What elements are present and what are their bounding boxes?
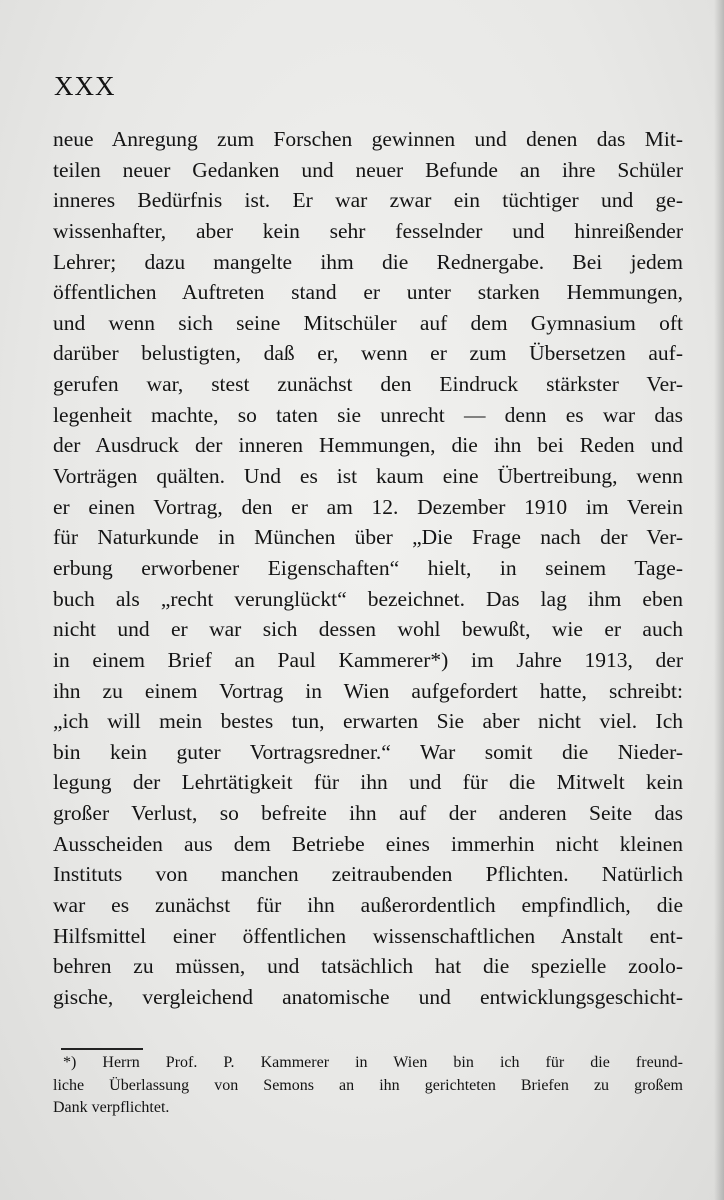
text-line: bin kein guter Vortragsredner.“ War somit die Nieder- — [53, 739, 683, 764]
body-text — [53, 124, 683, 1013]
text-line: Ausscheiden aus dem Betriebe eines immerhin nicht kleinen — [53, 831, 683, 856]
text-line: neue Anregung zum Forschen gewinnen und denen das Mit- — [53, 127, 683, 151]
text-line: war es zunächst für ihn außerordentlich empfindlich, die — [53, 893, 683, 918]
text-line: für Naturkunde in München über „Die Frage nach der Ver- — [53, 525, 683, 550]
text-line: legung der Lehrtätigkeit für ihn und für die Mitwelt kein — [53, 770, 683, 795]
text-line: ihn zu einem Vortrag in Wien aufgefordert hatte, schreibt: — [53, 678, 683, 703]
text-line: in einem Brief an Paul Kammerer*) im Jahre 1913, der — [53, 647, 683, 672]
footnote-line: liche Überlassung von Semons an ihn gerichteten Briefen zu großem — [53, 1076, 683, 1094]
text-line: großer Verlust, so befreite ihn auf der anderen Seite das — [53, 801, 683, 826]
page-edge-shadow — [714, 0, 724, 1200]
text-line: teilen neuer Gedanken und neuer Befunde an ihre Schüler — [53, 157, 683, 182]
text-line: gerufen war, stest zunächst den Eindruck stärkster Ver- — [53, 372, 683, 397]
text-line: und wenn sich seine Mitschüler auf dem Gymnasium oft — [53, 310, 683, 335]
text-line: Lehrer; dazu mangelte ihm die Rednergabe. Bei jedem — [53, 249, 683, 274]
text-line: wissenhafter, aber kein sehr fesselnder und hinreißender — [53, 218, 683, 243]
text-line: Hilfsmittel einer öffentlichen wissenschaftlichen Anstalt ent- — [53, 923, 683, 948]
footnote-divider — [61, 1048, 143, 1050]
text-line: gische, vergleichend anatomische und entwicklungsgeschicht- — [53, 984, 683, 1009]
page-number: XXX — [54, 71, 116, 101]
text-line: legenheit machte, so taten sie unrecht — denn es war das — [53, 402, 683, 427]
text-line: buch als „recht verunglückt“ bezeichnet. Das lag ihm eben — [53, 586, 683, 611]
text-line: der Ausdruck der inneren Hemmungen, die ihn bei Reden und — [53, 433, 683, 458]
text-line: „ich will mein bestes tun, erwarten Sie aber nicht viel. Ich — [53, 709, 683, 734]
footnote — [53, 1052, 683, 1120]
text-line: öffentlichen Auftreten stand er unter starken Hemmungen, — [53, 280, 683, 305]
text-line: Instituts von manchen zeitraubenden Pflichten. Natürlich — [53, 862, 683, 887]
text-line: nicht und er war sich dessen wohl bewußt, wie er auch — [53, 617, 683, 642]
text-line: darüber belustigten, daß er, wenn er zum Übersetzen auf- — [53, 341, 683, 366]
text-line: Vorträgen quälten. Und es ist kaum eine Übertreibung, wenn — [53, 464, 683, 489]
footnote-line: *) Herrn Prof. P. Kammerer in Wien bin ich für die freund- — [63, 1054, 683, 1071]
text-line: inneres Bedürfnis ist. Er war zwar ein tüchtiger und ge- — [53, 188, 683, 213]
text-line: behren zu müssen, und tatsächlich hat die spezielle zoolo- — [53, 954, 683, 979]
footnote-line: Dank verpflichtet. — [53, 1099, 170, 1116]
text-line: er einen Vortrag, den er am 12. Dezember 1910 im Verein — [53, 494, 683, 519]
text-line: erbung erworbener Eigenschaften“ hielt, in seinem Tage- — [53, 555, 683, 580]
